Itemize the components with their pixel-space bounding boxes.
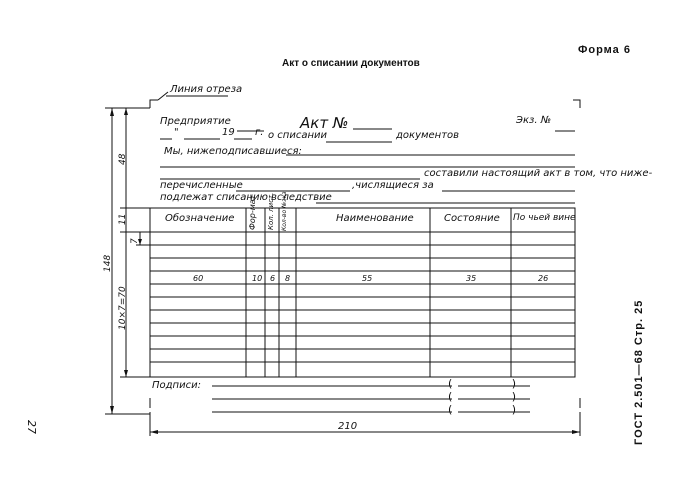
sig-paren-2: ( ) xyxy=(448,390,517,403)
dim-col-2: 10 xyxy=(252,274,263,283)
signatures-label: Подписи: xyxy=(152,380,201,391)
dim-col-4: 8 xyxy=(285,274,291,283)
subject-label: подлежат списанию вследствие xyxy=(160,192,332,203)
about-label: о списании xyxy=(268,130,327,141)
act-title: Акт № xyxy=(300,114,349,132)
page-number: 27 xyxy=(25,420,38,434)
col-designation: Обозначение xyxy=(165,213,235,224)
documents-label: документов xyxy=(396,130,460,141)
col-fault: По чьей вине xyxy=(513,213,576,223)
dim-width-total: 210 xyxy=(338,421,358,432)
sig-paren-3: ( ) xyxy=(448,403,517,416)
copy-label: Экз. № xyxy=(516,115,552,126)
cut-line-label: Линия отреза xyxy=(170,84,243,95)
dim-col-6: 35 xyxy=(466,274,477,283)
col-sheets: Кол. лист. xyxy=(267,192,275,230)
date-quote: " xyxy=(174,127,179,138)
dim-col-5: 55 xyxy=(362,274,373,283)
cut-corner-top-left xyxy=(150,100,158,108)
dim-rows: 10×7=70 xyxy=(118,286,128,330)
dim-col-1: 60 xyxy=(193,274,204,283)
dim-header-height: 48 xyxy=(118,153,128,165)
listed-label: перечисленные xyxy=(160,180,243,191)
dim-row-height: 7 xyxy=(130,238,140,244)
cut-corner-top-right xyxy=(573,100,580,108)
enterprise-label: Предприятие xyxy=(160,116,231,127)
gost-label: ГОСТ 2.501—68 Стр. 25 xyxy=(633,299,645,445)
listed-in-label: ,числящиеся за xyxy=(352,180,434,191)
date-g: г. xyxy=(255,127,264,138)
composed-text: составили настоящий акт в том, что ниже- xyxy=(424,168,653,179)
dim-height-total: 148 xyxy=(103,254,113,272)
doc-title: Акт о списании документов xyxy=(282,58,420,69)
form-label: Форма 6 xyxy=(578,44,631,56)
col-state: Состояние xyxy=(444,213,500,224)
col-name: Наименование xyxy=(336,213,414,224)
dim-head-row: 11 xyxy=(118,213,128,225)
sig-paren-1: ( ) xyxy=(448,377,517,390)
dim-col-3: 6 xyxy=(270,274,276,283)
dim-col-7: 26 xyxy=(538,274,549,283)
undersigned-label: Мы, нижеподписавшиеся: xyxy=(164,146,302,157)
col-format: Фор-мат xyxy=(248,194,257,230)
col-copies: Кол-во №экз. xyxy=(281,189,288,231)
date-year: 19 xyxy=(222,127,235,138)
